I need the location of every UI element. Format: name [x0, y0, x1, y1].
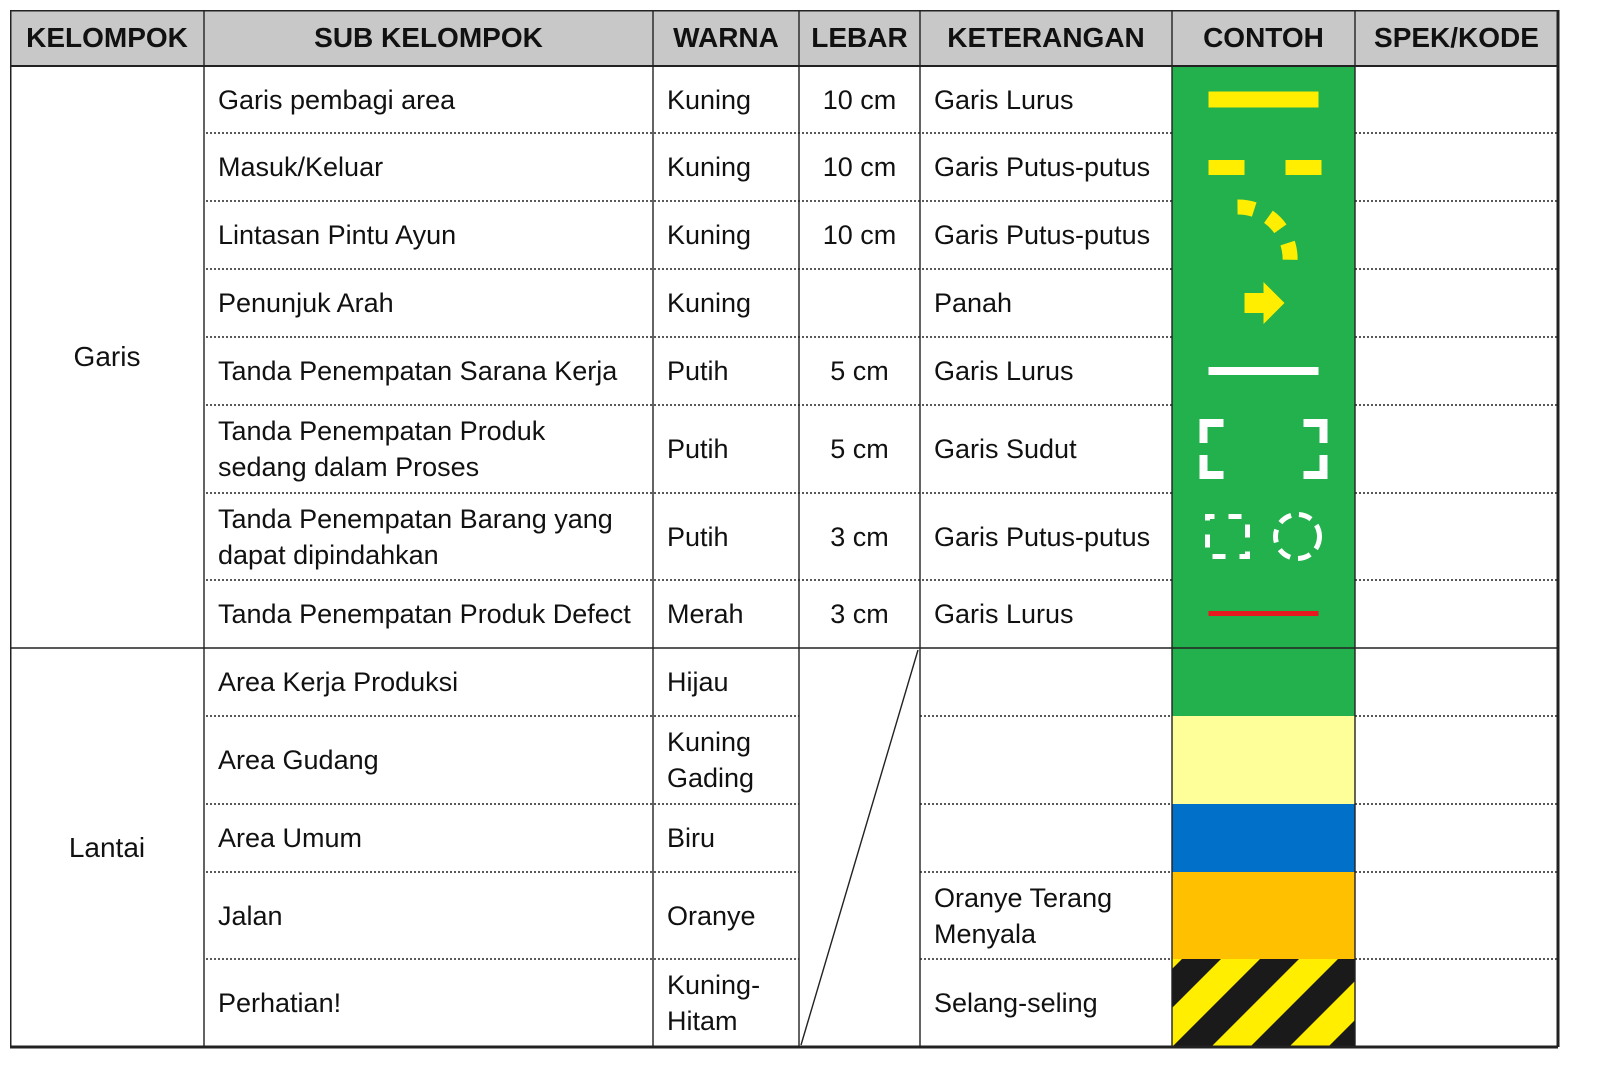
warna-cell: [667, 716, 799, 804]
keterangan-cell: [934, 493, 1172, 580]
sub-kelompok-cell: [218, 648, 653, 716]
header-spek-kode: SPEK/KODE: [1374, 22, 1539, 53]
warna-cell-line: Putih: [667, 356, 729, 386]
lebar-cell: [799, 133, 920, 201]
warna-cell-line: Putih: [667, 434, 729, 464]
lebar-cell: [799, 493, 920, 580]
warna-cell-line: Kuning-: [667, 970, 761, 1000]
lebar-cell-line: 3 cm: [830, 599, 889, 629]
sub-kelompok-cell-line: Perhatian!: [218, 988, 342, 1018]
sub-kelompok-cell: [218, 493, 653, 580]
sub-kelompok-cell-line: Penunjuk Arah: [218, 288, 394, 318]
lebar-cell-line: 10 cm: [822, 220, 897, 250]
lebar-cell: [799, 405, 920, 493]
keterangan-cell-line: Menyala: [934, 918, 1037, 949]
keterangan-cell: [934, 959, 1172, 1047]
sub-kelompok-cell: [218, 716, 653, 804]
keterangan-cell-line: Garis Putus-putus: [934, 152, 1151, 182]
sub-kelompok-cell-line: Masuk/Keluar: [218, 152, 384, 182]
keterangan-cell: [934, 580, 1172, 648]
header-sub-kelompok: SUB KELOMPOK: [314, 22, 543, 53]
keterangan-cell-line: Panah: [934, 288, 1013, 318]
keterangan-cell: [934, 201, 1172, 269]
warna-cell-line: Putih: [667, 521, 729, 552]
sub-kelompok-cell-line: sedang dalam Proses: [218, 452, 480, 482]
table-cells: [10, 10, 1590, 1066]
warna-cell-line: Hitam: [667, 1006, 738, 1036]
keterangan-cell-line: Garis Lurus: [934, 356, 1074, 386]
sub-kelompok-cell-line: Area Kerja Produksi: [218, 667, 459, 697]
keterangan-cell-line: Garis Putus-putus: [934, 220, 1151, 250]
warna-cell: [667, 337, 799, 405]
sub-kelompok-cell-line: Lintasan Pintu Ayun: [218, 220, 457, 250]
header-contoh: CONTOH: [1203, 22, 1324, 53]
warna-cell-line: Kuning: [667, 288, 752, 318]
keterangan-cell: [934, 66, 1172, 133]
warna-cell: [667, 872, 799, 959]
sub-kelompok-cell: [218, 66, 653, 133]
lebar-cell: [799, 337, 920, 405]
group-name: [10, 648, 204, 1047]
warna-cell-line: Kuning: [667, 220, 752, 250]
keterangan-cell-line: Selang-seling: [934, 988, 1098, 1018]
sub-kelompok-cell-line: Area Gudang: [218, 745, 379, 775]
header-keterangan: KETERANGAN: [947, 22, 1145, 53]
keterangan-cell-line: Garis Lurus: [934, 84, 1074, 115]
sub-kelompok-cell-line: Garis pembagi area: [218, 84, 456, 115]
header-warna: WARNA: [673, 22, 779, 53]
group-name-label: Garis: [73, 341, 141, 372]
sub-kelompok-cell: [218, 269, 653, 337]
warna-cell: [667, 648, 799, 716]
keterangan-cell: [934, 269, 1172, 337]
sub-kelompok-cell: [218, 201, 653, 269]
sub-kelompok-cell-line: Tanda Penempatan Barang yang: [218, 503, 613, 534]
warna-cell-line: Gading: [667, 763, 755, 793]
header-kelompok: KELOMPOK: [26, 22, 188, 53]
keterangan-cell: [934, 405, 1172, 493]
header-lebar: LEBAR: [811, 22, 908, 53]
warna-cell-line: Hijau: [667, 667, 729, 697]
warna-cell-line: Kuning: [667, 152, 752, 182]
sub-kelompok-cell: [218, 580, 653, 648]
warna-cell: [667, 804, 799, 872]
sub-kelompok-cell: [218, 405, 653, 493]
keterangan-cell: [934, 337, 1172, 405]
warna-cell: [667, 493, 799, 580]
warna-cell: [667, 66, 799, 133]
warna-cell: [667, 201, 799, 269]
lebar-cell-line: 3 cm: [830, 521, 889, 552]
lebar-cell: [799, 66, 920, 133]
sub-kelompok-cell: [218, 804, 653, 872]
keterangan-cell: [934, 872, 1172, 959]
warna-cell-line: Merah: [667, 599, 744, 629]
warna-cell-line: Kuning: [667, 727, 752, 757]
sub-kelompok-cell: [218, 959, 653, 1047]
sub-kelompok-cell-line: Area Umum: [218, 823, 363, 853]
warna-cell: [667, 959, 799, 1047]
lebar-cell-line: 5 cm: [830, 434, 889, 464]
sub-kelompok-cell: [218, 133, 653, 201]
lebar-cell: [799, 580, 920, 648]
lebar-cell-line: 10 cm: [822, 152, 897, 182]
warna-cell: [667, 405, 799, 493]
lebar-cell-line: 10 cm: [822, 84, 897, 115]
lebar-cell: [799, 201, 920, 269]
floor-marking-table: [10, 10, 1590, 1066]
sub-kelompok-cell-line: Tanda Penempatan Produk Defect: [218, 599, 631, 629]
keterangan-cell-line: Garis Sudut: [934, 434, 1077, 464]
sub-kelompok-cell: [218, 337, 653, 405]
lebar-cell-line: 5 cm: [830, 356, 889, 386]
keterangan-cell-line: Garis Putus-putus: [934, 521, 1151, 552]
warna-cell: [667, 580, 799, 648]
sub-kelompok-cell-line: Jalan: [218, 900, 283, 931]
warna-cell: [667, 269, 799, 337]
sub-kelompok-cell: [218, 872, 653, 959]
keterangan-cell-line: Oranye Terang: [934, 882, 1113, 913]
warna-cell-line: Kuning: [667, 84, 752, 115]
warna-cell-line: Oranye: [667, 900, 756, 931]
keterangan-cell-line: Garis Lurus: [934, 599, 1074, 629]
keterangan-cell: [934, 133, 1172, 201]
warna-cell: [667, 133, 799, 201]
warna-cell-line: Biru: [667, 823, 716, 853]
group-name: [10, 66, 204, 648]
sub-kelompok-cell-line: Tanda Penempatan Sarana Kerja: [218, 356, 618, 386]
group-name-label: Lantai: [68, 831, 146, 863]
sub-kelompok-cell-line: dapat dipindahkan: [218, 539, 439, 570]
sub-kelompok-cell-line: Tanda Penempatan Produk: [218, 416, 546, 446]
